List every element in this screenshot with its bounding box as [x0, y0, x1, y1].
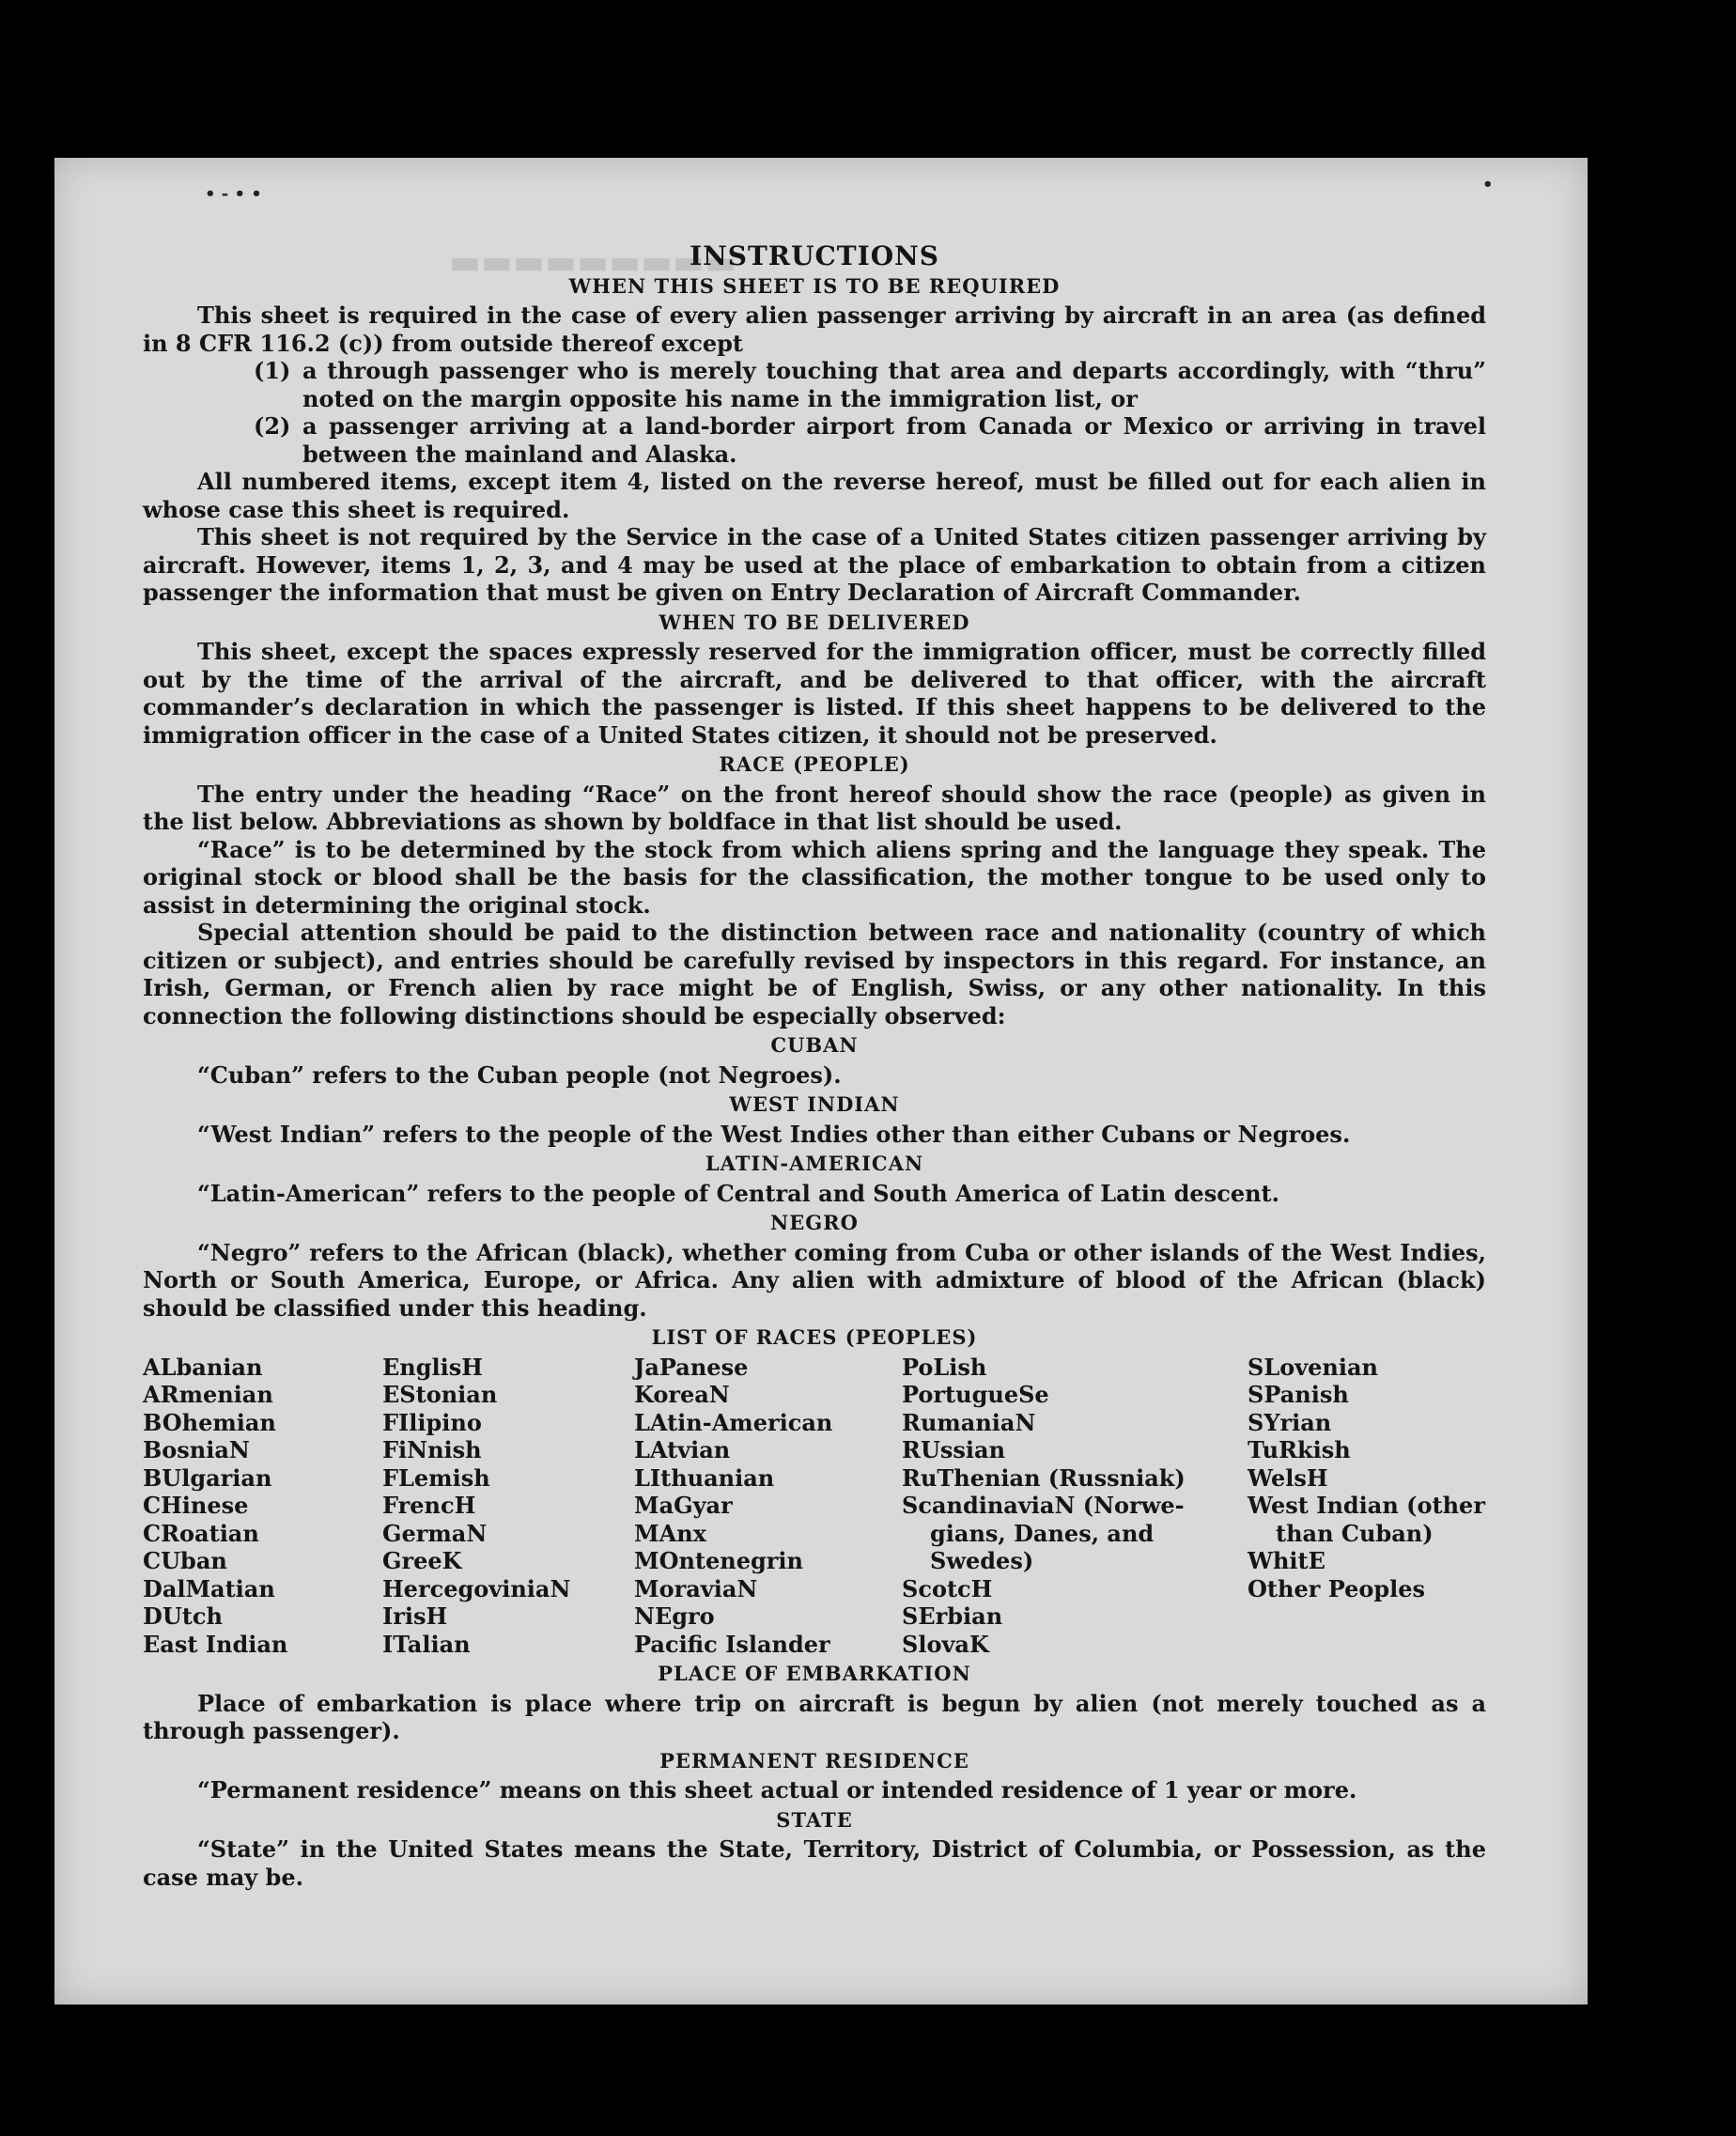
heading-when-delivered: WHEN TO BE DELIVERED — [659, 610, 970, 634]
race-item: SPanish — [1248, 1381, 1349, 1408]
item-text: a passenger arriving at a land-border airport from Canada or Mexico or arriving in travel between the mainland and Alaska. — [302, 412, 1486, 468]
paragraph-west-indian: “West Indian” refers to the people of the West Indies other than either Cubans or Negroes. — [197, 1120, 1351, 1148]
race-item: FrencH — [382, 1492, 476, 1519]
item-number: (2) — [254, 412, 291, 440]
race-item: ALbanian — [143, 1353, 263, 1381]
paragraph-numbered-items: All numbered items, except item 4, listed on the reverse hereof, must be filled out for each alien in whose case this sheet is required. — [143, 468, 1486, 523]
exception-item — [254, 357, 1486, 412]
race-column — [143, 1354, 382, 1659]
race-item: BUlgarian — [143, 1463, 272, 1492]
paragraph-latin-american: “Latin-American” refers to the people of Central and South America of Latin descent. — [197, 1179, 1279, 1207]
paragraph-citizens: This sheet is not required by the Service in the case of a United States citizen passenger arriving by aircraft. However, items 1, 2, 3, and 4 may be used at the place of embarkation to obtain from a citizen passenger the information that must be given on Entry Declaration of Aircraft Commander. — [143, 523, 1486, 606]
heading-west-indian: WEST INDIAN — [729, 1092, 900, 1116]
race-item: NEgro — [634, 1602, 715, 1630]
paragraph-race-nationality: Special attention should be paid to the distinction between race and nationality (country of which citizen or subject), and entries should be carefully revised by inspectors in this regard. For instance, an Irish, German, or French alien by race might be of English, Swiss, or any other nationality. In this connection the following distinctions should be especially observed: — [143, 919, 1486, 1029]
race-item: RuThenian (Russniak) — [902, 1463, 1186, 1492]
race-column — [902, 1354, 1248, 1659]
race-item-continuation: gians, Danes, and — [930, 1519, 1155, 1547]
race-item: ScotcH — [902, 1574, 993, 1602]
race-item: ScandinaviaN (Norwe- — [902, 1492, 1185, 1519]
race-item: SlovaK — [902, 1630, 989, 1658]
race-item: MOntenegrin — [634, 1547, 803, 1574]
page-title: INSTRUCTIONS — [690, 240, 939, 271]
race-item: JaPanese — [634, 1353, 749, 1381]
race-item: CRoatian — [143, 1519, 259, 1547]
race-list-table — [143, 1354, 1486, 1659]
race-item: Other Peoples — [1248, 1574, 1426, 1602]
race-item: FIlipino — [382, 1408, 482, 1436]
race-item: LIthuanian — [634, 1463, 775, 1492]
race-column — [382, 1354, 634, 1659]
race-item-continuation: than Cuban) — [1276, 1519, 1434, 1547]
race-item: SYrian — [1248, 1408, 1332, 1436]
instructions-content — [143, 242, 1486, 1891]
race-item: BosniaN — [143, 1436, 250, 1463]
paragraph-state: “State” in the United States means the State, Territory, District of Columbia, or Possession, as the case may be. — [143, 1835, 1486, 1891]
heading-permanent-residence: PERMANENT RESIDENCE — [659, 1748, 969, 1772]
race-item: EnglisH — [382, 1353, 483, 1381]
race-item: KoreaN — [634, 1381, 730, 1408]
race-item: WhitE — [1248, 1547, 1325, 1574]
scan-speck: • — [1482, 175, 1494, 194]
race-column — [1248, 1354, 1486, 1659]
paragraph-negro: “Negro” refers to the African (black), whether coming from Cuba or other islands of the West Indies, North or South America, Europe, or Africa. Any alien with admixture of blood of the African (black) should be classified under this heading. — [143, 1238, 1486, 1322]
race-item: GreeK — [382, 1547, 462, 1574]
heading-list-of-races: LIST OF RACES (PEOPLES) — [651, 1325, 978, 1349]
race-item: FLemish — [382, 1463, 490, 1492]
bleed-through-shadow: ▬▬▬▬▬▬▬▬▬ — [449, 242, 737, 282]
race-item: Pacific Islander — [634, 1630, 830, 1658]
heading-negro: NEGRO — [770, 1211, 859, 1234]
race-item: HercegoviniaN — [382, 1574, 571, 1602]
heading-when-required: WHEN THIS SHEET IS TO BE REQUIRED — [568, 273, 1061, 298]
race-item: West Indian (other — [1248, 1492, 1485, 1519]
race-item: CUban — [143, 1547, 227, 1574]
race-item: MAnx — [634, 1519, 706, 1547]
race-item-continuation: Swedes) — [930, 1547, 1034, 1574]
race-item: PortugueSe — [902, 1381, 1049, 1408]
race-item: IrisH — [382, 1602, 448, 1630]
race-item: PoLish — [902, 1353, 987, 1381]
paragraph-embarkation: Place of embarkation is place where trip on aircraft is begun by alien (not merely touched as a through passenger). — [143, 1689, 1486, 1744]
paragraph-permanent-residence: “Permanent residence” means on this sheet actual or intended residence of 1 year or more. — [197, 1776, 1357, 1803]
race-item: DalMatian — [143, 1574, 275, 1602]
heading-state: STATE — [776, 1807, 853, 1832]
race-item: East Indian — [143, 1630, 288, 1658]
race-item: TuRkish — [1248, 1436, 1351, 1463]
heading-embarkation: PLACE OF EMBARKATION — [658, 1662, 971, 1685]
race-item: RumaniaN — [902, 1408, 1036, 1436]
race-item: FiNnish — [382, 1436, 482, 1463]
race-item: SErbian — [902, 1602, 1003, 1630]
race-item: BOhemian — [143, 1408, 276, 1436]
paragraph-delivery: This sheet, except the spaces expressly reserved for the immigration officer, must be correctly filled out by the time of the arrival of the aircraft, and be delivered to that officer, with the aircraft commander’s declaration in which the passenger is listed. If this sheet happens to be delivered to the immigration officer in the case of a United States citizen, it should not be preserved. — [143, 638, 1486, 749]
paragraph-intro: This sheet is required in the case of every alien passenger arriving by aircraft in an area (as defined in 8 CFR 116.2 (c)) from outside thereof except — [143, 302, 1486, 357]
item-text: a through passenger who is merely touching that area and departs accordingly, with “thru” noted on the margin opposite his name in the immigration list, or — [302, 357, 1486, 412]
race-item: LAtvian — [634, 1436, 731, 1463]
heading-race: RACE (PEOPLE) — [719, 752, 910, 776]
race-item: EStonian — [382, 1381, 498, 1408]
heading-latin-american: LATIN-AMERICAN — [705, 1152, 924, 1175]
race-column — [634, 1354, 902, 1659]
race-item: SLovenian — [1248, 1353, 1378, 1381]
document-sheet — [54, 158, 1588, 2004]
race-item: ITalian — [382, 1630, 471, 1658]
race-item: CHinese — [143, 1492, 249, 1519]
heading-cuban: CUBAN — [770, 1033, 859, 1057]
race-item: LAtin-American — [634, 1408, 833, 1436]
paragraph-race-stock: “Race” is to be determined by the stock from which aliens spring and the language they speak. The original stock or blood shall be the basis for the classification, the mother tongue to be used only to assist in determining the original stock. — [143, 835, 1486, 919]
item-number: (1) — [254, 357, 291, 384]
race-item: RUssian — [902, 1436, 1006, 1463]
race-item: ARmenian — [143, 1381, 273, 1408]
paragraph-cuban: “Cuban” refers to the Cuban people (not Negroes). — [197, 1060, 842, 1089]
race-item: MoraviaN — [634, 1574, 758, 1602]
paragraph-race-entry: The entry under the heading “Race” on the front hereof should show the race (people) as given in the list below. Abbreviations as shown by boldface in that list should be used. — [143, 780, 1486, 835]
race-item: WelsH — [1248, 1463, 1328, 1492]
exception-item — [254, 412, 1486, 468]
race-item: GermaN — [382, 1519, 488, 1547]
scan-speck: • ‑ • • — [205, 184, 262, 204]
race-item: MaGyar — [634, 1492, 733, 1519]
race-item: DUtch — [143, 1602, 223, 1630]
